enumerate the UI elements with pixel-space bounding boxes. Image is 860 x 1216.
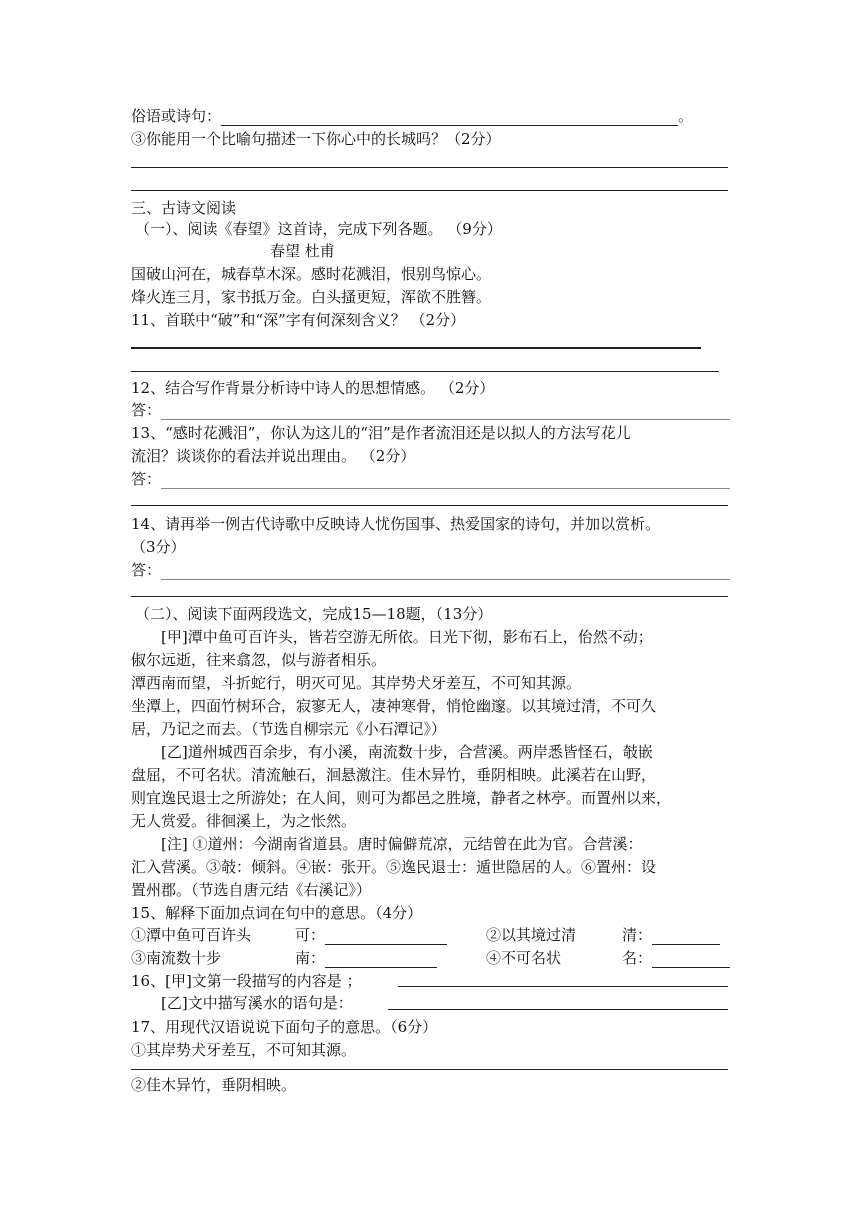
q15-blank-d[interactable] (652, 951, 730, 968)
note-line-2: 汇入营溪。③攲：倾斜。④嵌：张开。⑤逸民退士：遁世隐居的人。⑥置州：设 (131, 858, 657, 876)
q15-word-b: 清： (622, 926, 653, 944)
q14-answer-line-2[interactable] (131, 596, 728, 597)
question-17: 17、用现代汉语说说下面句子的意思。（6分） (131, 1018, 438, 1036)
question-13-line-1: 13、“感时花溅泪”，你认为这儿的“泪”是作者流泪还是以拟人的方法写花儿 (131, 424, 631, 442)
q15-blank-a[interactable] (325, 928, 447, 945)
jia-line-5: 居，乃记之而去。（节选自柳宗元《小石潭记》） (131, 720, 447, 738)
jia-line-3: 潭西南而望，斗折蛇行，明灭可见。其岸势犬牙差互，不可知其源。 (131, 674, 582, 692)
proverb-end: 。 (678, 107, 694, 125)
yi-line-2: 盘屈，不可名状。清流触石，洄悬激注。佳木异竹，垂阴相映。此溪若在山野， (131, 766, 657, 784)
q16-blank-2[interactable] (388, 1009, 728, 1010)
poem-line-1: 国破山河在，城春草木深。感时花溅泪，恨别鸟惊心。 (131, 265, 492, 283)
question-14-line-2: （3分） (131, 538, 186, 556)
q14-answer (131, 560, 730, 580)
q11-answer-line-1[interactable] (131, 347, 701, 349)
part2-intro: （二）、阅读下面两段选文，完成15—18题，（13分） (135, 605, 493, 623)
question-16: 16、[甲]文第一段描写的内容是 ； (131, 972, 362, 990)
jia-line-2: 俶尔远逝，往来翕忽，似与游者相乐。 (131, 651, 387, 669)
q12-answer (131, 400, 730, 420)
q17-sentence-2: ②佳木异竹，垂阴相映。 (131, 1076, 297, 1094)
q15-word-c: 南： (295, 949, 326, 967)
jia-line-4: 坐潭上，四面竹树环合，寂寥无人，凄神寒骨，悄怆幽邃。以其境过清，不可久 (131, 697, 657, 715)
section-title: 三、古诗文阅读 (131, 199, 237, 217)
q3-answer-line-1[interactable] (131, 167, 728, 168)
yi-line-4: 无人赏爱。徘徊溪上，为之怅然。 (131, 812, 357, 830)
proverb-line (131, 106, 693, 126)
question-14-line-1: 14、请再举一例古代诗歌中反映诗人忧伤国事、热爱国家的诗句，并加以赏析。 (131, 515, 661, 533)
answer-label: 答： (131, 561, 162, 579)
q16-line-2: [乙]文中描写溪水的语句是： (161, 994, 353, 1012)
note-line-3: 置州郡。（节选自唐元结《右溪记》） (131, 881, 372, 899)
question-13-line-2: 流泪？谈谈你的看法并说出理由。 （2分） (131, 447, 416, 465)
q15-word-a: 可： (295, 926, 326, 944)
q15-sentence-a: ①潭中鱼可百许头 (131, 926, 252, 944)
question-3: ③你能用一个比喻句描述一下你心中的长城吗？（2分） (131, 130, 501, 148)
q15-row-2-right (486, 948, 730, 968)
note-line-1: [注] ①道州：今湖南省道县。唐时偏僻荒凉，元结曾在此为官。合营溪： (161, 835, 643, 853)
q15-row-1-right (486, 925, 720, 945)
q15-blank-c[interactable] (325, 951, 437, 968)
answer-label: 答： (131, 470, 162, 488)
q12-answer-blank[interactable] (161, 403, 730, 420)
q16-blank-1[interactable] (398, 986, 728, 987)
yi-line-1: [乙]道州城西百余步，有小溪，南流数十步，合营溪。两岸悉皆怪石，攲嵌 (161, 743, 653, 761)
q15-row-2 (131, 948, 437, 968)
proverb-answer-blank[interactable] (221, 109, 678, 126)
q15-blank-b[interactable] (652, 928, 720, 945)
q15-sentence-b: ②以其境过清 (486, 926, 577, 944)
answer-label: 答： (131, 401, 162, 419)
question-15: 15、解释下面加点词在句中的意思。（4分） (131, 904, 423, 922)
q3-answer-line-2[interactable] (131, 190, 728, 191)
question-12: 12、结合写作背景分析诗中诗人的思想情感。 （2分） (131, 379, 495, 397)
poem-line-2: 烽火连三月，家书抵万金。白头搔更短，浑欲不胜簪。 (131, 288, 492, 306)
yi-line-3: 则宜逸民退士之所游处；在人间，则可为都邑之胜境，静者之林亭。而置州以来， (131, 789, 672, 807)
q14-answer-blank[interactable] (161, 563, 730, 580)
q17-answer-line-1[interactable] (131, 1069, 728, 1070)
q16-line-1 (131, 971, 362, 991)
q13-answer-blank[interactable] (161, 472, 730, 489)
q13-answer (131, 469, 730, 489)
part1-intro: （一）、阅读《春望》这首诗，完成下列各题。 （9分） (135, 220, 502, 238)
q15-word-d: 名： (622, 949, 653, 967)
q15-row-1 (131, 925, 447, 945)
q11-answer-line-2[interactable] (131, 371, 719, 372)
poem-title: 春望 杜甫 (270, 242, 335, 260)
q13-answer-line-2[interactable] (131, 505, 728, 506)
q15-sentence-d: ④不可名状 (486, 949, 562, 967)
question-11: 11、首联中“破”和“深”字有何深刻含义？ （2分） (131, 311, 466, 329)
jia-line-1: [甲]潭中鱼可百许头，皆若空游无所依。日光下彻，影布石上，佁然不动； (161, 628, 653, 646)
proverb-label: 俗语或诗句： (131, 107, 222, 125)
q17-sentence-1: ①其岸势犬牙差互，不可知其源。 (131, 1041, 357, 1059)
q15-sentence-c: ③南流数十步 (131, 949, 222, 967)
